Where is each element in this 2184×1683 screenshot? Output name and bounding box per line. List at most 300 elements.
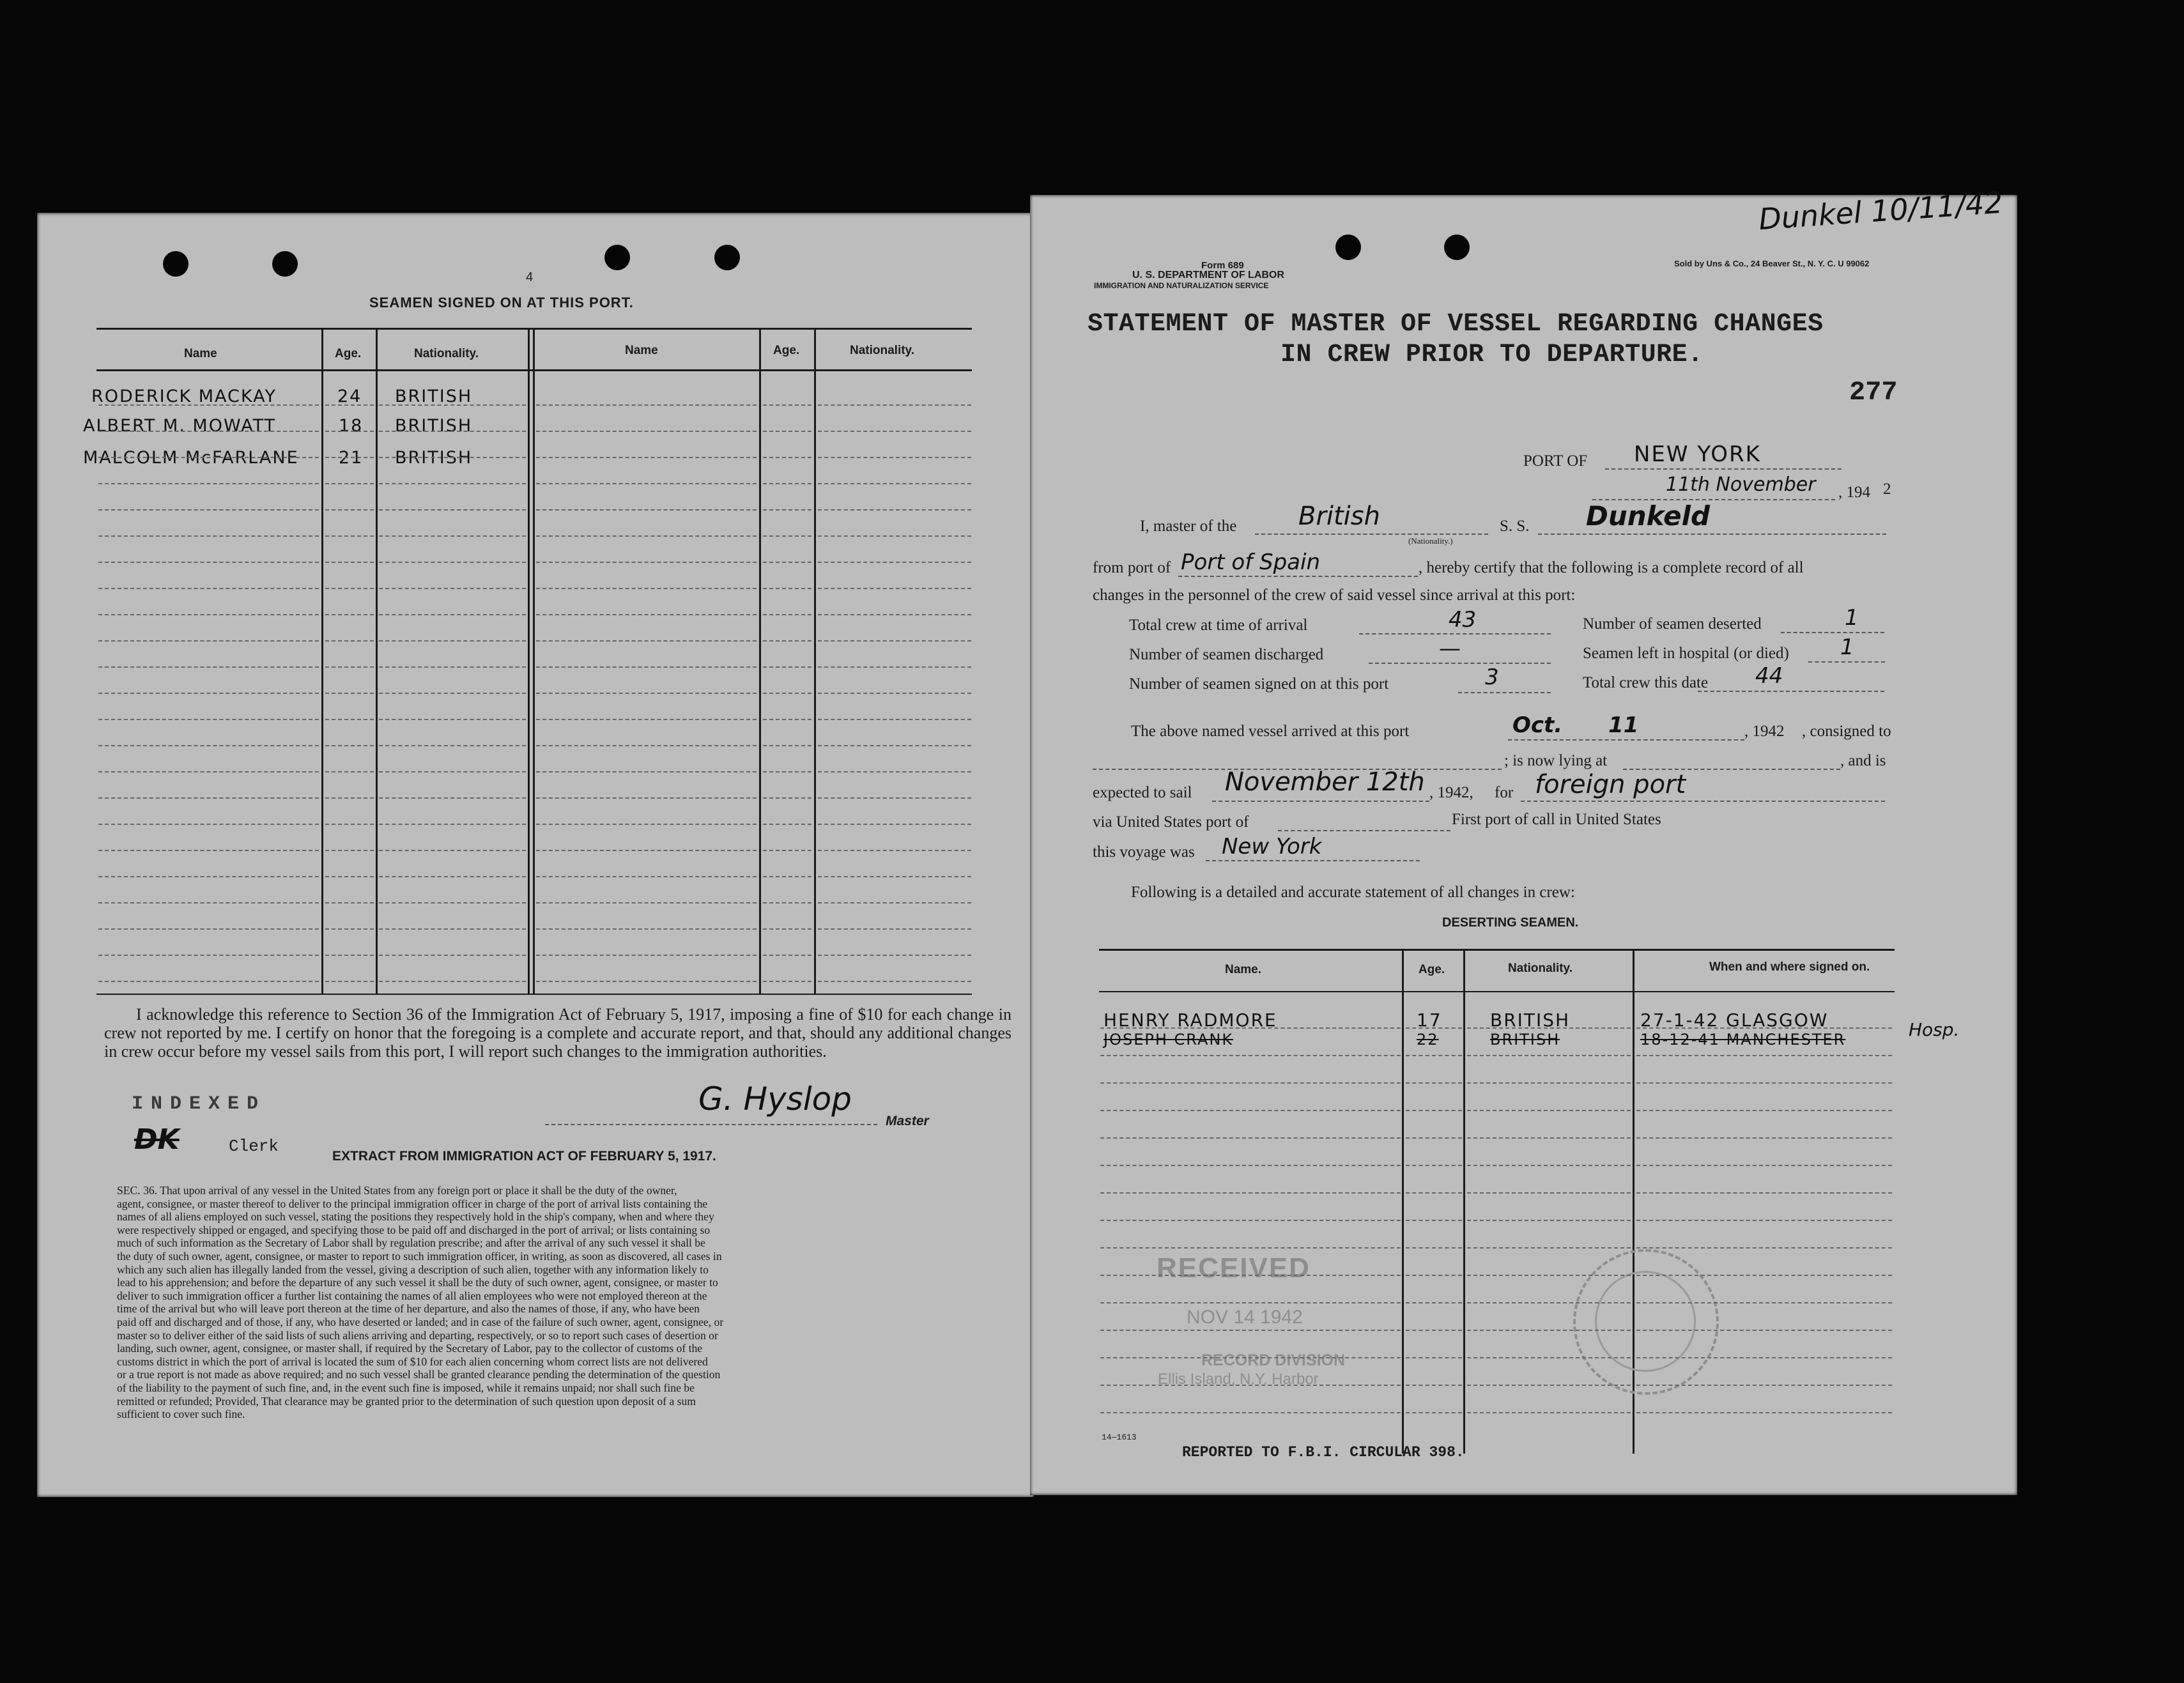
row-line [818, 719, 971, 720]
row-line [1467, 1302, 1631, 1303]
nationality-value: British [1298, 502, 1380, 531]
row-line [379, 457, 526, 458]
row-line [763, 588, 811, 589]
column-header-age: Age. [773, 344, 800, 357]
stat-line [1369, 663, 1551, 664]
row-line [1467, 1412, 1631, 1413]
row-line [763, 457, 811, 458]
for-line [1521, 801, 1885, 802]
row-line [98, 771, 319, 772]
column-divider [533, 328, 535, 994]
deserting-row-age: 17 [1417, 1010, 1442, 1031]
for-label: for [1495, 784, 1514, 801]
deserting-title: DESERTING SEAMEN. [1442, 916, 1579, 930]
row-line [1636, 1412, 1892, 1413]
row-line [379, 509, 526, 511]
column-divider [1463, 949, 1465, 1454]
row-line [536, 457, 757, 458]
row-line [1636, 1110, 1892, 1111]
column-header-nationality: Nationality. [414, 347, 479, 360]
row-line [325, 588, 374, 589]
stat-value: 43 [1449, 607, 1477, 633]
stat-label: Total crew this date [1583, 674, 1709, 691]
stat-line [1808, 661, 1885, 663]
row-line [379, 850, 526, 851]
extract-line: or a true report is not made as above required; and no such vessel shall be granted clearance pending the determination of the question [117, 1368, 721, 1381]
row-line [98, 693, 319, 694]
extract-line: landing, such owner, agent, consignee, or master shall, if required by the Secretary of Labor, pay to the collector of customs of the [117, 1342, 703, 1355]
table-row-nationality: BRITISH [395, 416, 473, 436]
row-line [536, 404, 757, 406]
row-line [1406, 1192, 1462, 1194]
row-line [325, 876, 374, 877]
row-line [98, 850, 319, 851]
row-line [1406, 1330, 1462, 1331]
printer-note: Sold by Uns & Co., 24 Beaver St., N. Y. C. U 99062 [1674, 259, 1870, 268]
row-line [98, 902, 319, 903]
row-line [1636, 1330, 1892, 1331]
column-divider [814, 328, 816, 994]
vessel-value: Dunkeld [1586, 500, 1711, 532]
from-port-label: from port of [1093, 559, 1171, 576]
row-line [379, 640, 526, 642]
deserting-row-signed: 18-12-41 MANCHESTER [1640, 1031, 1846, 1049]
row-line [1467, 1082, 1631, 1084]
row-line [98, 824, 319, 825]
row-line [98, 535, 319, 537]
extract-line: paid off and discharged and of those, if any, who have deserted or landed; and in case of the failure of such owner, agent, consignee, or [117, 1315, 724, 1328]
row-line [1467, 1192, 1631, 1194]
row-line [325, 483, 374, 484]
master-of-label: I, master of the [1140, 518, 1237, 535]
row-line [1467, 1137, 1631, 1139]
row-line [325, 431, 374, 432]
table-row-nationality: BRITISH [395, 387, 473, 406]
deserting-table-top [1099, 949, 1895, 951]
arrived-label: The above named vessel arrived at this port [1131, 723, 1410, 740]
handwritten-note-top: Dunkel 10/11/42 [1757, 185, 2004, 237]
row-line [818, 588, 971, 589]
deserting-row-nationality: BRITISH [1490, 1010, 1571, 1031]
stat-label: Number of seamen signed on at this port [1129, 675, 1389, 693]
row-line [763, 509, 811, 511]
row-line [379, 928, 526, 930]
row-line [818, 640, 971, 642]
row-line [536, 719, 757, 720]
row-line [325, 824, 374, 825]
stat-line [1781, 632, 1884, 633]
row-line [763, 824, 811, 825]
row-line [98, 431, 319, 432]
row-line [325, 614, 374, 615]
row-line [536, 824, 757, 825]
consigned-label: , consigned to [1802, 723, 1891, 740]
row-line [98, 666, 319, 668]
row-line [1636, 1082, 1892, 1084]
seamen-signed-title: SEAMEN SIGNED ON AT THIS PORT. [369, 295, 634, 311]
row-line [763, 928, 811, 930]
row-line [98, 404, 319, 406]
table-row-nationality: BRITISH [395, 448, 473, 468]
stat-value: 3 [1485, 665, 1499, 690]
fbi-note: REPORTED TO F.B.I. CIRCULAR 398. [1182, 1444, 1465, 1461]
row-line [763, 614, 811, 615]
row-line [379, 745, 526, 746]
port-line [1605, 468, 1842, 470]
row-line [536, 588, 757, 589]
row-line [325, 902, 374, 903]
extract-line: time of the arrival but who will leave port thereon at the time of her departure, and also the names of those, if any, who have been [117, 1302, 700, 1316]
extract-line: remitted or refunded; Provided, That clearance may be granted prior to the determination of such question upon deposit of a sum [117, 1394, 696, 1408]
row-line [536, 797, 757, 799]
row-line [763, 562, 811, 563]
column-divider [376, 328, 378, 994]
row-line [379, 824, 526, 825]
certify-text: , hereby certify that the following is a complete record of all [1419, 559, 1804, 576]
port-label: PORT OF [1523, 452, 1588, 470]
row-line [1406, 1302, 1462, 1303]
row-line [1100, 1357, 1401, 1358]
row-line [98, 745, 319, 746]
stat-label: Number of seamen deserted [1583, 615, 1762, 633]
column-header-signed: When and where signed on. [1709, 960, 1870, 974]
row-line [1406, 1165, 1462, 1166]
stat-line [1359, 633, 1551, 634]
row-line [763, 797, 811, 799]
row-line [763, 981, 811, 982]
row-line [818, 745, 971, 746]
from-port-value: Port of Spain [1181, 549, 1320, 575]
year-arrived: , 1942 [1744, 723, 1785, 740]
nationality-line [1255, 534, 1488, 535]
row-line [818, 509, 971, 511]
master-label: Master [886, 1114, 929, 1128]
voyage-line [1206, 860, 1420, 861]
stat-value: 1 [1840, 634, 1854, 660]
indexed-stamp: INDEXED [132, 1093, 266, 1115]
row-line [818, 693, 971, 694]
row-line [536, 666, 757, 668]
arrived-line [1508, 739, 1744, 741]
clerk-initials: DK [134, 1123, 180, 1156]
row-line [536, 535, 757, 537]
row-line [818, 981, 971, 982]
column-divider [1402, 949, 1404, 1454]
row-line [763, 955, 811, 956]
table-row-name: RODERICK MACKAY [91, 387, 277, 406]
row-line [818, 902, 971, 903]
nationality-caption: (Nationality.) [1408, 536, 1453, 546]
row-line [379, 404, 526, 406]
row-line [98, 981, 319, 982]
first-port-label: First port of call in United States [1452, 811, 1661, 828]
row-line [1406, 1220, 1462, 1221]
extract-line: which any such alien has illegally landed from the vessel, giving a description of such alien, together with any information likely to [117, 1263, 709, 1276]
extract-title: EXTRACT FROM IMMIGRATION ACT OF FEBRUARY 5, 1917. [332, 1149, 716, 1164]
row-line [1100, 1302, 1401, 1303]
right-page [1030, 185, 2017, 1495]
row-line [98, 955, 319, 956]
row-line [536, 640, 757, 642]
row-line [1636, 1055, 1892, 1056]
row-line [325, 850, 374, 851]
row-line [98, 614, 319, 615]
row-line [325, 509, 374, 511]
punch-hole [1335, 234, 1361, 260]
document-number: 277 [1849, 377, 1898, 408]
and-is-label: , and is [1840, 752, 1886, 769]
row-line [98, 797, 319, 799]
circular-seal-stamp [1573, 1249, 1719, 1395]
expected-line [1212, 801, 1429, 802]
table-row-age: 24 [337, 387, 362, 406]
row-line [536, 955, 757, 956]
extract-text [117, 1184, 1015, 1421]
row-line [763, 876, 811, 877]
punch-hole [714, 245, 740, 270]
column-header-name: Name [625, 344, 658, 357]
row-line [1406, 1275, 1462, 1276]
row-line [536, 981, 757, 982]
column-header-name: Name [184, 347, 217, 360]
year-expected: , 1942, [1429, 784, 1473, 801]
row-line [1636, 1137, 1892, 1139]
column-divider [759, 328, 761, 994]
row-line [1406, 1357, 1462, 1358]
row-line [379, 483, 526, 484]
row-line [818, 457, 971, 458]
extract-line: customs district in which the port of arrival is located the sum of $10 for each alien concerning whom correct lists are not delivered [117, 1355, 708, 1368]
row-line [536, 876, 757, 877]
row-line [1100, 1330, 1401, 1331]
clerk-label: Clerk [229, 1137, 279, 1156]
row-line [98, 509, 319, 511]
extract-line: sufficient to cover such fine. [117, 1408, 245, 1421]
punch-hole [604, 245, 630, 270]
deserting-row-name: HENRY RADMORE [1104, 1010, 1277, 1031]
lying-label: ; is now lying at [1504, 752, 1608, 769]
row-line [818, 535, 971, 537]
row-line [325, 404, 374, 406]
extract-line: of the liability to the payment of such fine, and, in the event such fine is imposed, while it remains unpaid; nor shall such fine be [117, 1381, 695, 1394]
row-line [1100, 1027, 1401, 1029]
row-line [1100, 1412, 1401, 1413]
changes-text: changes in the personnel of the crew of said vessel since arrival at this port: [1093, 587, 1576, 604]
row-line [325, 719, 374, 720]
row-line [379, 981, 526, 982]
row-line [763, 535, 811, 537]
row-line [1100, 1385, 1401, 1386]
stat-label: Total crew at time of arrival [1129, 617, 1308, 634]
received-stamp: RECEIVED [1157, 1252, 1311, 1284]
row-line [818, 955, 971, 956]
row-line [1467, 1055, 1631, 1056]
extract-line: were respectively shipped or engaged, and specifying those to be paid off and discharged in the port of arrival; or lists containing so [117, 1223, 711, 1236]
row-line [379, 588, 526, 589]
column-divider [321, 328, 323, 994]
ellis-island-stamp: Ellis Island, N.Y. Harbor [1158, 1371, 1319, 1388]
row-line [763, 745, 811, 746]
stat-label: Number of seamen discharged [1129, 646, 1324, 663]
row-line [763, 431, 811, 432]
punch-hole [272, 251, 298, 277]
row-line [763, 483, 811, 484]
department: U. S. DEPARTMENT OF LABOR [1132, 270, 1284, 280]
ss-label: S. S. [1500, 518, 1530, 535]
extract-line: much of such information as the Secretary of Labor shall by regulation prescribe; and after the arrival of any such vessel it shall be [117, 1236, 705, 1250]
row-line [379, 955, 526, 956]
table-row-name: ALBERT M. MOWATT [83, 416, 277, 436]
row-line [536, 850, 757, 851]
row-line [325, 640, 374, 642]
row-line [1467, 1247, 1631, 1249]
row-line [818, 483, 971, 484]
via-label: via United States port of [1093, 813, 1249, 831]
extract-line: lead to his apprehension; and before the departure of any such vessel it shall be the duty of such owner, agent, consignee, or master to [117, 1276, 718, 1289]
row-line [1406, 1137, 1462, 1139]
voyage-label: this voyage was [1093, 843, 1195, 861]
row-line [1467, 1220, 1631, 1221]
row-line [379, 719, 526, 720]
expected-label: expected to sail [1093, 784, 1192, 801]
row-line [98, 483, 319, 484]
row-line [1406, 1027, 1462, 1029]
table-row-name: MALCOLM McFARLANE [83, 448, 299, 468]
column-divider [528, 328, 530, 994]
row-line [818, 666, 971, 668]
row-line [1100, 1247, 1401, 1249]
stat-line [1698, 691, 1884, 692]
row-line [1636, 1275, 1892, 1276]
row-line [379, 562, 526, 563]
row-line [98, 640, 319, 642]
row-line [1467, 1275, 1631, 1276]
voyage-value: New York [1222, 834, 1322, 859]
row-line [325, 693, 374, 694]
row-line [818, 797, 971, 799]
extract-line: the duty of such owner, agent, consignee, or master to report to such immigration officer, in writing, as soon as discovered, all cases in [117, 1249, 722, 1263]
row-line [1636, 1165, 1892, 1166]
acknowledgement-text: I acknowledge this reference to Section 36 of the Immigration Act of February 5, 1917, imposing a fine of $10 for each change in crew not reported by me. I certify on honor that the foregoing is a complete and accurate report, and that, should any additional changes in crew occur before my vessel sails from this port, I will report such changes to the immigration authorities. [104, 1005, 1011, 1061]
row-line [325, 457, 374, 458]
row-line [1100, 1082, 1401, 1084]
row-line [1636, 1357, 1892, 1358]
left-page [37, 213, 1034, 1497]
punch-hole [163, 251, 188, 277]
column-header-name: Name. [1225, 963, 1262, 976]
row-line [98, 562, 319, 563]
row-line [1100, 1220, 1401, 1221]
row-line [1406, 1082, 1462, 1084]
row-line [763, 640, 811, 642]
row-line [1467, 1330, 1631, 1331]
deserting-row-age: 22 [1417, 1031, 1439, 1049]
row-line [1100, 1165, 1401, 1166]
stat-value: — [1439, 636, 1461, 661]
row-line [1636, 1027, 1892, 1029]
row-line [818, 562, 971, 563]
stat-line [1458, 692, 1551, 693]
row-line [1100, 1055, 1401, 1056]
footer-code: 14—1613 [1102, 1433, 1137, 1442]
extract-line: deliver to such immigration officer a further list containing the names of all alien employees who were not employed thereon at the [117, 1289, 707, 1302]
row-line [818, 431, 971, 432]
row-line [1636, 1385, 1892, 1386]
row-line [98, 719, 319, 720]
row-line [536, 928, 757, 930]
via-line [1278, 830, 1450, 831]
form-number: Form 689 [1201, 260, 1244, 271]
punch-hole [1444, 234, 1470, 260]
row-line [536, 771, 757, 772]
deserting-row-nationality: BRITISH [1490, 1031, 1560, 1049]
table-row-age: 21 [339, 448, 364, 468]
row-line [325, 771, 374, 772]
row-line [1467, 1385, 1631, 1386]
table-bottom-rule [96, 994, 972, 995]
row-line [379, 614, 526, 615]
year-digit: 2 [1883, 480, 1891, 498]
extract-line: master so to deliver either of the said lists of such aliens arriving and departing, respectively, or so to report such cases of desertion or [117, 1328, 718, 1342]
row-line [1636, 1247, 1892, 1249]
row-line [536, 509, 757, 511]
row-line [1100, 1275, 1401, 1276]
row-line [818, 771, 971, 772]
row-line [536, 614, 757, 615]
arrived-value: Oct. 11 [1512, 712, 1639, 738]
master-signature: G. Hyslop [698, 1080, 852, 1118]
vessel-line [1538, 534, 1886, 535]
row-line [1636, 1192, 1892, 1194]
following-text: Following is a detailed and accurate statement of all changes in crew: [1131, 884, 1575, 901]
row-line [1100, 1137, 1401, 1139]
year-suffix: , 194 [1838, 484, 1870, 501]
column-header-age: Age. [335, 347, 362, 360]
column-header-nationality: Nationality. [850, 344, 914, 357]
row-line [1406, 1055, 1462, 1056]
row-line [763, 666, 811, 668]
stat-value: 44 [1755, 663, 1783, 689]
row-line [818, 614, 971, 615]
row-line [98, 588, 319, 589]
row-line [763, 404, 811, 406]
row-line [325, 955, 374, 956]
expected-value: November 12th [1225, 767, 1425, 797]
extract-line: names of all aliens employed on such vessel, stating the positions they respectively hold in the ship's company, when and where they [117, 1210, 714, 1224]
row-line [818, 404, 971, 406]
row-line [536, 562, 757, 563]
table-row-age: 18 [339, 416, 364, 436]
deserting-row-signed: 27-1-42 GLASGOW [1640, 1010, 1829, 1031]
row-line [536, 693, 757, 694]
row-line [1467, 1027, 1631, 1029]
row-line [379, 876, 526, 877]
row-line [818, 824, 971, 825]
row-line [325, 745, 374, 746]
row-line [818, 850, 971, 851]
row-line [325, 797, 374, 799]
row-line [1406, 1110, 1462, 1111]
deserting-row-name: JOSEPH CRANK [1104, 1031, 1234, 1049]
row-line [379, 797, 526, 799]
row-line [1406, 1385, 1462, 1386]
row-line [1467, 1357, 1631, 1358]
row-line [1100, 1110, 1401, 1111]
row-line [818, 876, 971, 877]
row-line [98, 876, 319, 877]
received-date-stamp: NOV 14 1942 [1187, 1307, 1303, 1328]
port-value: NEW YORK [1634, 442, 1761, 467]
